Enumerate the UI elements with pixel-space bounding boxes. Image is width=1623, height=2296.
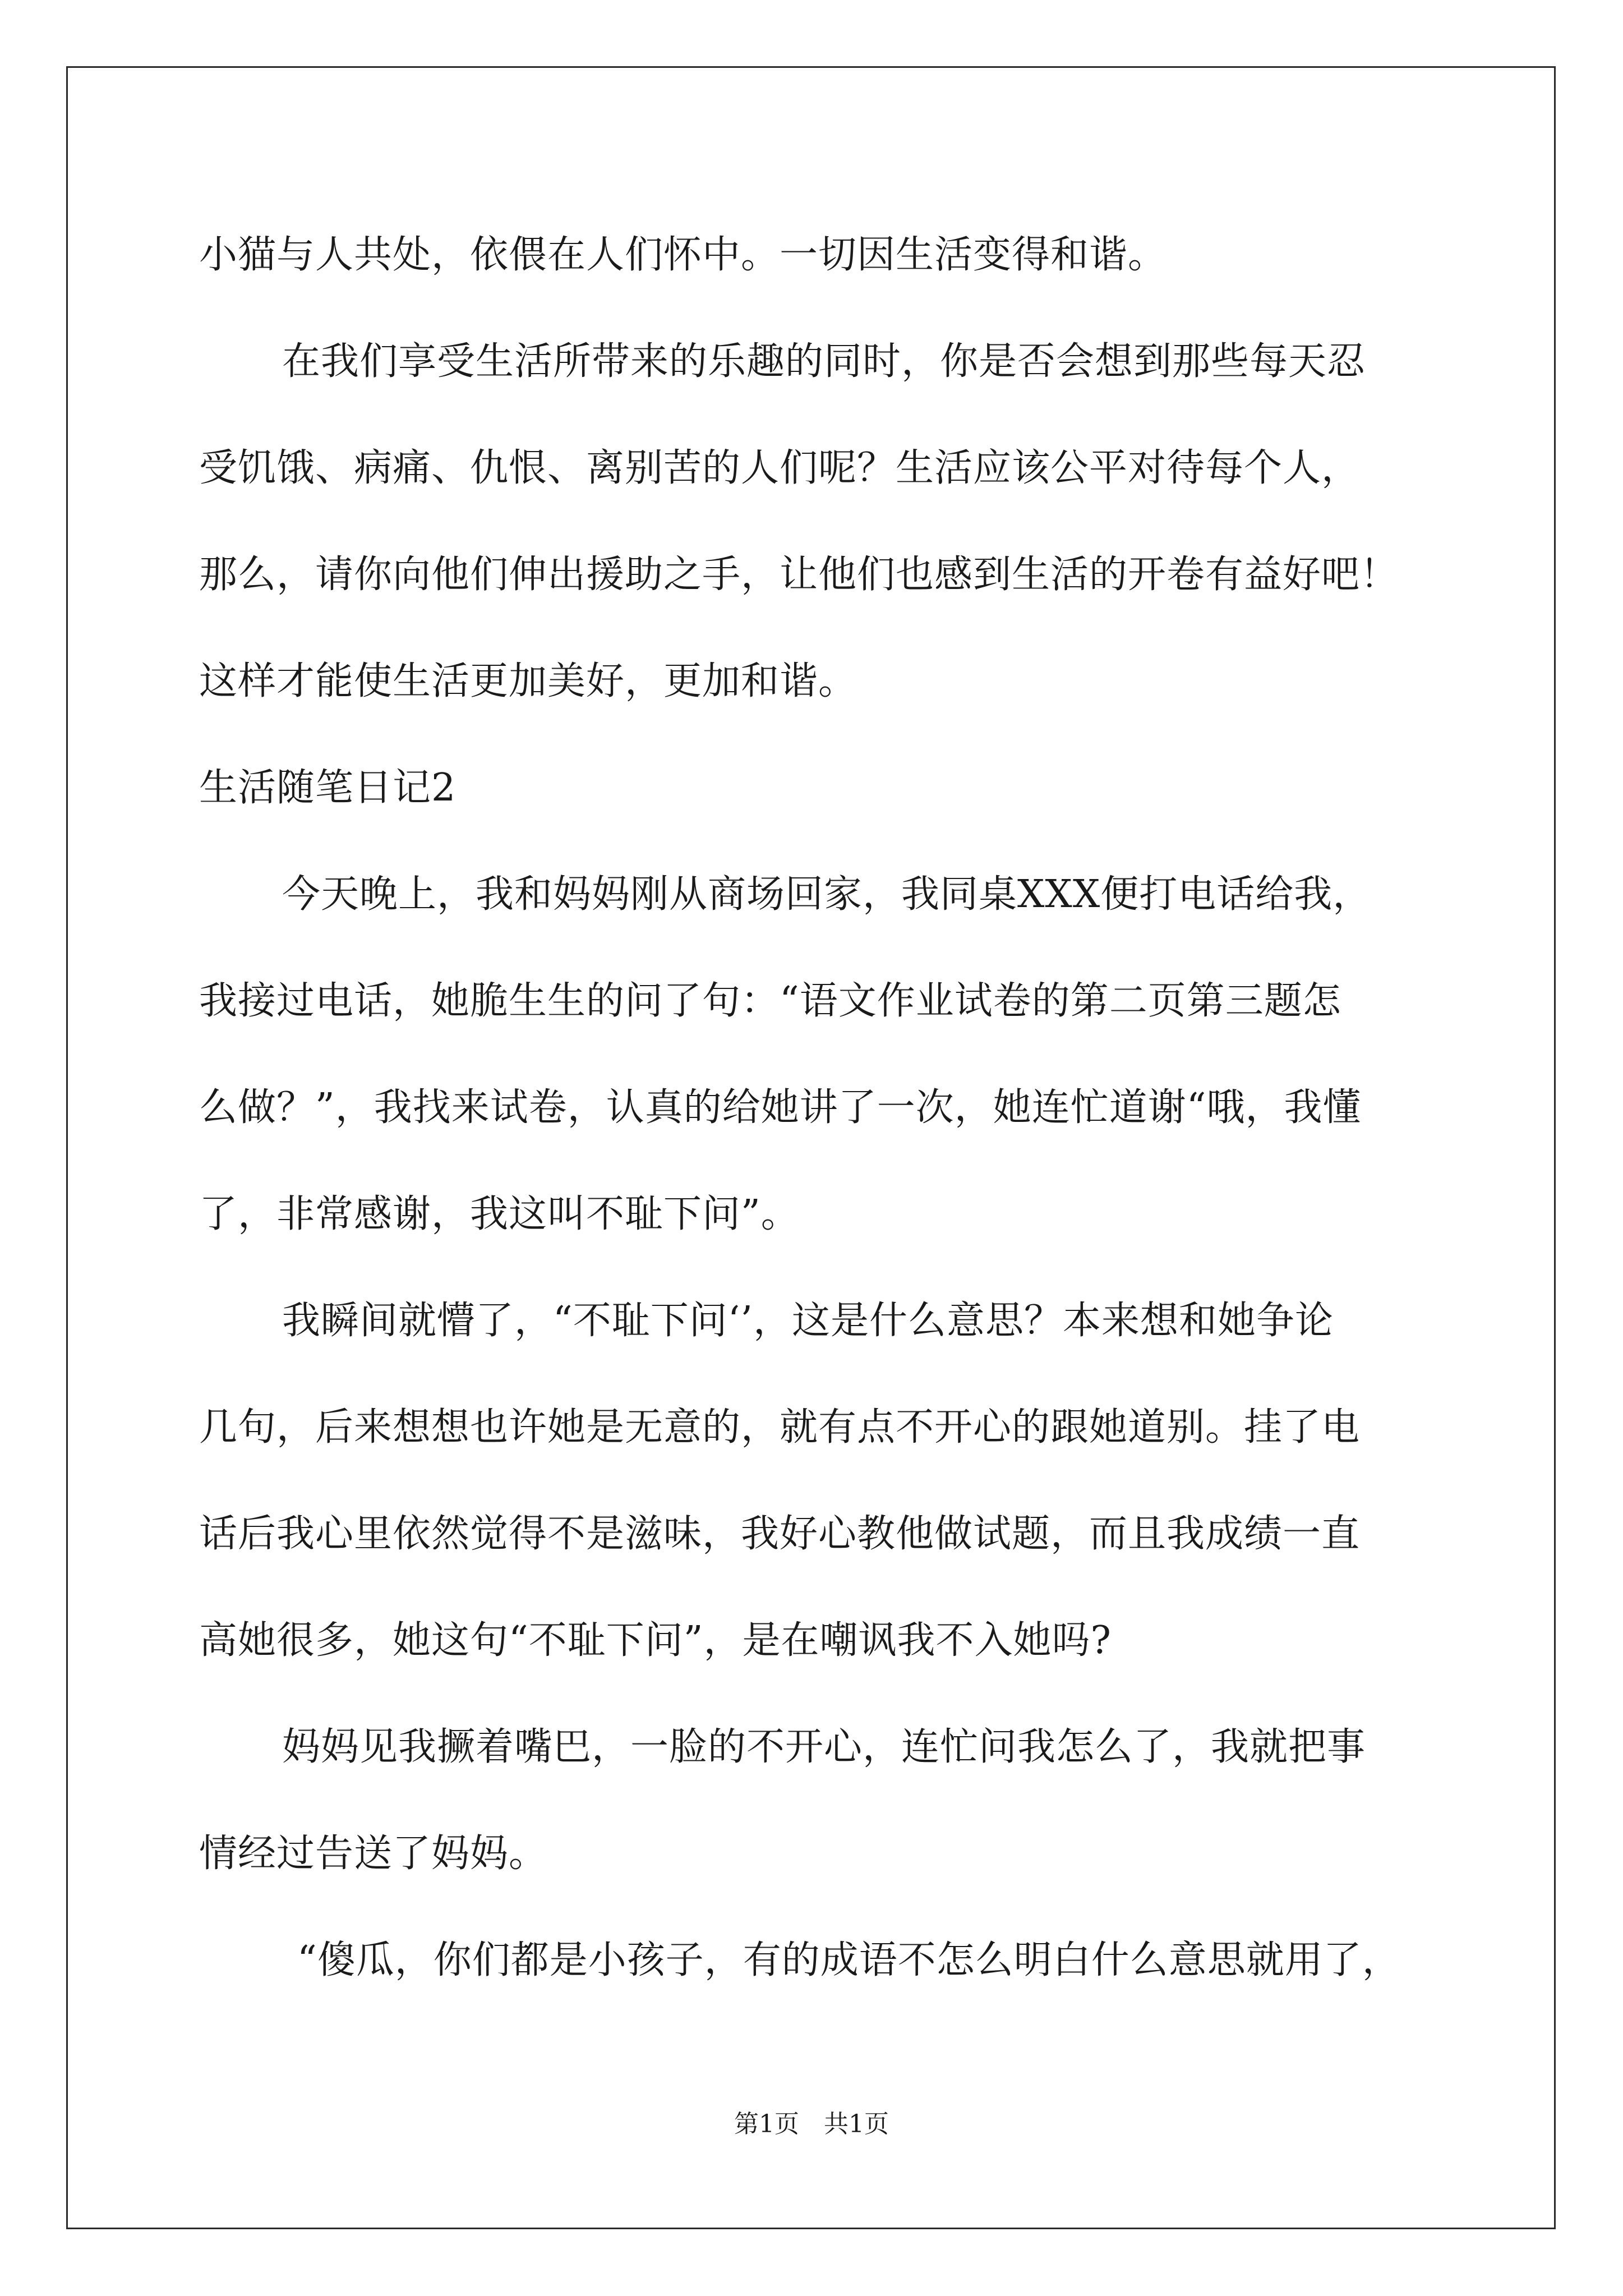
text-line: 妈妈见我撅着嘴巴，一脸的不开心，连忙问我怎么了，我就把事: [282, 1725, 1366, 1769]
page-footer: [0, 2104, 1623, 2139]
text-line: 今天晚上，我和妈妈刚从商场回家，我同桌XXX便打电话给我，: [282, 872, 1372, 917]
text-line: 么做？”，我找来试卷，认真的给她讲了一次，她连忙道谢“哦，我懂: [199, 1085, 1362, 1130]
page-number: 第1页: [734, 2110, 799, 2138]
text-line: “傻瓜，你们都是小孩子，有的成语不怎么明白什么意思就用了，: [297, 1938, 1401, 1982]
document-body: [199, 213, 1433, 2025]
section-heading: 生活随笔日记2: [199, 766, 457, 810]
text-line: 小猫与人共处，依偎在人们怀中。一切因生活变得和谐。: [199, 233, 1167, 277]
page-total: 共1页: [824, 2110, 889, 2138]
text-line: 我接过电话，她脆生生的问了句：“语文作业试卷的第二页第三题怎: [199, 979, 1341, 1023]
text-line: 这样才能使生活更加美好，更加和谐。: [199, 659, 857, 703]
text-line: 受饥饿、病痛、仇恨、离别苦的人们呢？生活应该公平对待每个人，: [199, 446, 1361, 490]
text-line: 在我们享受生活所带来的乐趣的同时，你是否会想到那些每天忍: [282, 339, 1366, 384]
text-line: 高她很多，她这句“不耻下问”，是在嘲讽我不入她吗?: [199, 1618, 1112, 1663]
text-line: 了，非常感谢，我这叫不耻下问”。: [199, 1192, 800, 1236]
text-line: 话后我心里依然觉得不是滋味，我好心教他做试题，而且我成绩一直: [199, 1512, 1361, 1556]
text-line: 情经过告送了妈妈。: [199, 1832, 548, 1876]
text-line: 几句，后来想想也许她是无意的，就有点不开心的跟她道别。挂了电: [199, 1405, 1361, 1450]
text-line: 我瞬间就懵了，“不耻下问‘’，这是什么意思？本来想和她争论: [282, 1299, 1334, 1343]
text-line: 那么，请你向他们伸出援助之手，让他们也感到生活的开卷有益好吧！: [199, 553, 1399, 597]
